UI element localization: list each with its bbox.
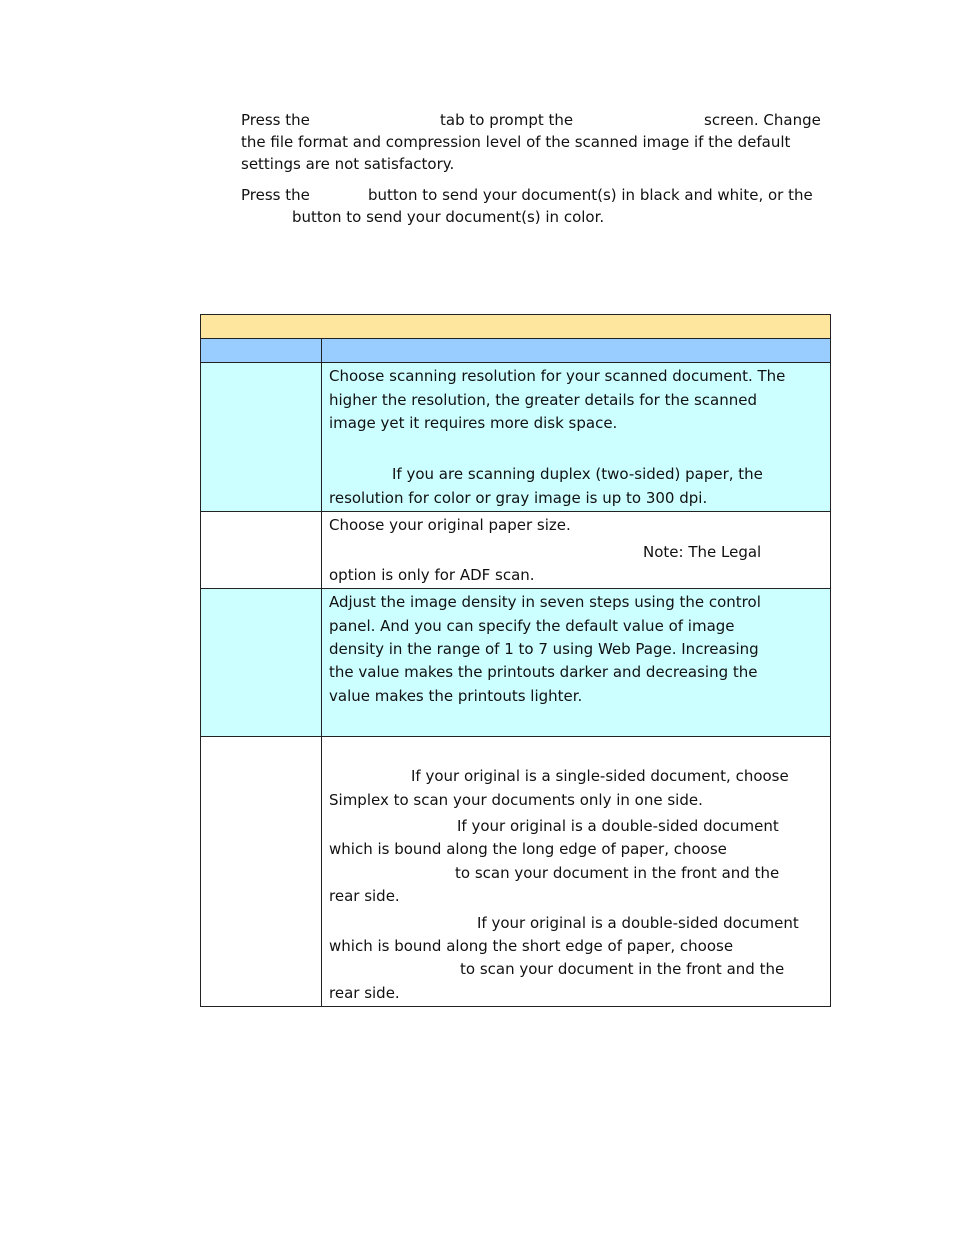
intro-text: Press the [241, 111, 310, 129]
intro-text: settings are not satisfactory. [241, 155, 455, 173]
row-label-cell [200, 511, 322, 589]
row-text: rear side. [329, 887, 400, 905]
row-text: rear side. [329, 984, 400, 1002]
row-text: Simplex to scan your documents only in one side. [329, 791, 703, 809]
row-text: Note: The Legal [643, 543, 762, 561]
row-text: density in the range of 1 to 7 using Web Page. Increasing [329, 640, 759, 658]
row-text: Choose scanning resolution for your scanned document. The [329, 367, 786, 385]
intro-text: the file format and compression level of the scanned image if the default [241, 133, 791, 151]
row-text: Adjust the image density in seven steps using the control [329, 593, 761, 611]
intro-text: Press the [241, 186, 310, 204]
row-text: which is bound along the long edge of paper, choose [329, 840, 727, 858]
intro-text: screen. Change [704, 111, 821, 129]
row-text: option is only for ADF scan. [329, 566, 535, 584]
row-text: to scan your document in the front and the [460, 960, 785, 978]
row-text: which is bound along the short edge of paper, choose [329, 937, 734, 955]
row-text: to scan your document in the front and the [455, 864, 780, 882]
table-header-cell-2 [321, 338, 831, 363]
row-text: the value makes the printouts darker and decreasing the [329, 663, 758, 681]
row-label-cell [200, 362, 322, 512]
row-label-cell [200, 736, 322, 1007]
table-title-bar [200, 314, 831, 339]
row-text: resolution for color or gray image is up to 300 dpi. [329, 489, 708, 507]
row-text: If your original is a double-sided document [477, 914, 799, 932]
row-text: higher the resolution, the greater details for the scanned [329, 391, 757, 409]
row-text: If your original is a single-sided document, choose [411, 767, 789, 785]
intro-text: tab to prompt the [440, 111, 574, 129]
intro-text: button to send your document(s) in color. [292, 208, 605, 226]
table-header-cell-1 [200, 338, 322, 363]
row-text: Choose your original paper size. [329, 516, 571, 534]
row-text: If you are scanning duplex (two-sided) paper, the [392, 465, 763, 483]
row-text: value makes the printouts lighter. [329, 687, 583, 705]
row-label-cell [200, 588, 322, 737]
row-text: If your original is a double-sided document [457, 817, 779, 835]
intro-text: button to send your document(s) in black and white, or the [368, 186, 813, 204]
row-text: image yet it requires more disk space. [329, 414, 618, 432]
row-text: panel. And you can specify the default value of image [329, 617, 735, 635]
